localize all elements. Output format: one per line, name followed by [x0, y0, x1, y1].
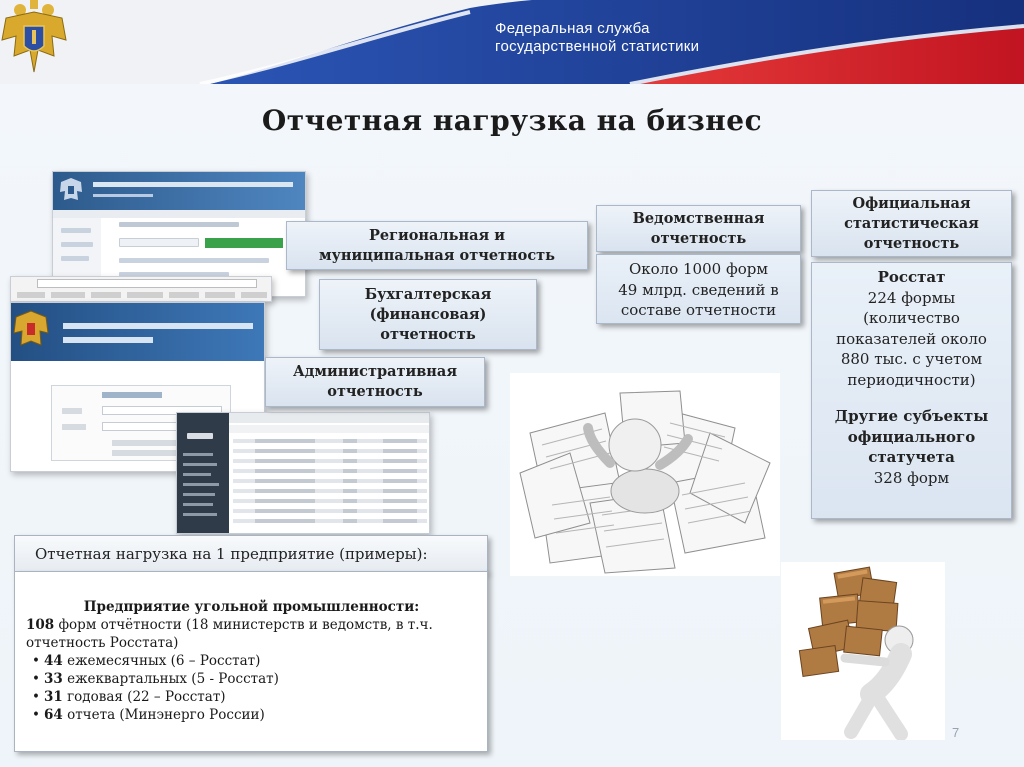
screenshot-declarations-subheading	[63, 337, 153, 343]
screenshot-browser-bar	[10, 276, 272, 302]
screenshot-reporting-header-row	[229, 425, 430, 433]
screenshot-eais-header	[53, 172, 305, 210]
screenshot-reporting-row	[233, 449, 427, 453]
screenshot-reporting-nav	[183, 513, 217, 516]
screenshot-bookmark	[91, 292, 121, 298]
mini-emblem-icon	[59, 176, 83, 206]
category-regional-line1: Региональная и	[368, 226, 506, 244]
example-bullet-num: 33	[44, 671, 63, 687]
example-panel-header: Отчетная нагрузка на 1 предприятие (примеры):	[14, 535, 488, 573]
example-bullet-text: ежемесячных (6 – Росстат)	[62, 653, 261, 669]
example-bullet-num: 44	[44, 653, 63, 669]
category-accounting-line2: (финансовая)	[369, 305, 487, 323]
official-info-line4: 880 тыс. с учетом	[840, 350, 983, 368]
example-bullet-annual	[26, 688, 477, 706]
screenshot-reporting-row	[233, 459, 427, 463]
screenshot-bookmark	[51, 292, 85, 298]
category-official-line1: Официальная	[852, 194, 971, 212]
example-bullet-text: отчета (Минэнерго России)	[62, 707, 265, 723]
screenshot-reporting-row	[233, 469, 427, 473]
screenshot-form-option	[112, 440, 182, 446]
screenshot-eais-field	[119, 238, 199, 247]
official-info-others2: официального	[847, 427, 976, 446]
screenshot-bookmark	[169, 292, 199, 298]
agency-name	[495, 20, 699, 56]
category-regional-reporting	[286, 221, 588, 270]
screenshot-reporting-nav	[183, 463, 217, 466]
screenshot-eais-heading	[93, 182, 293, 187]
screenshot-form-title	[102, 392, 162, 398]
screenshot-form-option	[112, 450, 182, 456]
example-forms-count: 108	[26, 617, 55, 633]
official-info-rosstat: Росстат	[877, 268, 946, 286]
screenshot-form-label	[62, 424, 86, 430]
bullet-dot: •	[32, 653, 40, 669]
official-statistics-info	[811, 262, 1012, 519]
example-bullet-energy	[26, 706, 477, 724]
screenshot-bookmark	[241, 292, 267, 298]
category-administrative-reporting	[265, 357, 485, 407]
screenshot-eais-nav3	[61, 256, 89, 261]
official-info-line1: 224 формы	[867, 288, 956, 307]
category-official-line3: отчетность	[863, 234, 960, 252]
category-departmental-reporting	[596, 205, 801, 252]
screenshot-bookmark	[17, 292, 45, 298]
person-carrying-boxes-icon	[781, 562, 945, 740]
bullet-dot: •	[32, 707, 40, 723]
screenshot-eais-button	[205, 238, 283, 248]
page-number: 7	[952, 725, 960, 740]
example-bullet-num: 31	[44, 689, 63, 705]
category-regional-line2: муниципальная отчетность	[319, 246, 555, 264]
screenshot-reporting-system	[176, 412, 430, 534]
category-accounting-reporting	[319, 279, 537, 350]
screenshot-url-bar	[37, 279, 257, 288]
screenshot-bookmark	[205, 292, 235, 298]
bullet-dot: •	[32, 671, 40, 687]
screenshot-eais-tabs	[53, 210, 306, 218]
category-accounting-line1: Бухгалтерская	[364, 285, 492, 303]
screenshot-reporting-toolbar	[229, 413, 430, 423]
category-official-line2: статистическая	[844, 214, 979, 232]
reporting-logo-icon	[187, 431, 217, 441]
double-headed-eagle-emblem-icon	[0, 0, 68, 78]
screenshot-reporting-row	[233, 499, 427, 503]
screenshot-eais-subheading	[93, 194, 153, 197]
screenshot-reporting-row	[233, 489, 427, 493]
official-info-line2: (количество	[863, 309, 960, 327]
example-enterprise-title: Предприятие угольной промышленности:	[83, 599, 420, 615]
papers-illustration	[510, 373, 780, 576]
screenshot-reporting-nav	[183, 473, 211, 476]
official-info-line3: показателей около	[836, 329, 987, 348]
screenshot-declarations-heading	[63, 323, 253, 329]
screenshot-eais-nav2	[61, 242, 93, 247]
screenshot-reporting-row	[233, 439, 427, 443]
example-panel-body	[14, 571, 488, 752]
departmental-info-line1: Около 1000 форм	[628, 260, 768, 278]
porter-illustration	[781, 562, 945, 740]
official-info-line6: 328 форм	[873, 468, 950, 487]
example-forms-text: форм отчётности (18 министерств и ведомств, в т.ч.	[54, 617, 433, 633]
example-bullet-text: годовая (22 – Росстат)	[62, 689, 226, 705]
screenshot-reporting-row	[233, 479, 427, 483]
example-bullet-monthly	[26, 652, 477, 670]
example-forms-line2: отчетность Росстата)	[26, 635, 179, 651]
screenshot-eais-nav1	[61, 228, 91, 233]
category-accounting-line3: отчетность	[380, 325, 476, 343]
screenshot-form-label	[62, 408, 82, 414]
official-info-others1: Другие субъекты	[834, 407, 989, 425]
example-bullet-num: 64	[44, 707, 63, 723]
official-info-spacer	[812, 390, 1011, 406]
category-administrative-line2: отчетность	[327, 383, 423, 400]
agency-name-line1: Федеральная служба	[495, 20, 650, 37]
slide-title: Отчетная нагрузка на бизнес	[261, 104, 763, 137]
category-departmental-line1: Ведомственная	[632, 209, 765, 227]
screenshot-declarations-header	[11, 303, 264, 361]
bullet-dot: •	[32, 689, 40, 705]
example-forms-line	[26, 616, 477, 634]
screenshot-reporting-row	[233, 509, 427, 513]
departmental-info-line2: 49 млрд. сведений в	[618, 280, 779, 299]
example-bullet-text: ежеквартальных (5 - Росстат)	[62, 671, 279, 687]
screenshot-reporting-row	[233, 519, 427, 523]
category-official-statistics	[811, 190, 1012, 257]
screenshot-reporting-sidebar	[177, 413, 229, 534]
header-banner	[0, 0, 1024, 84]
official-info-others3: статучета	[868, 448, 955, 466]
category-administrative-line1: Административная	[292, 363, 458, 380]
person-in-papers-icon	[510, 373, 780, 576]
category-departmental-line2: отчетность	[650, 229, 747, 247]
screenshot-bookmark	[127, 292, 163, 298]
screenshot-reporting-nav	[183, 493, 215, 496]
departmental-info-line3: составе отчетности	[620, 301, 777, 319]
screenshot-reporting-nav	[183, 503, 213, 506]
departmental-info	[596, 254, 801, 324]
mini-emblem-icon	[13, 307, 49, 355]
screenshot-eais-text1	[119, 258, 269, 263]
agency-name-line2: государственной статистики	[495, 38, 700, 55]
screenshot-reporting-nav	[183, 483, 219, 486]
example-bullet-quarterly	[26, 670, 477, 688]
official-info-line5: периодичности)	[847, 370, 976, 389]
screenshot-eais-label	[119, 222, 239, 227]
screenshot-reporting-nav	[183, 453, 213, 456]
